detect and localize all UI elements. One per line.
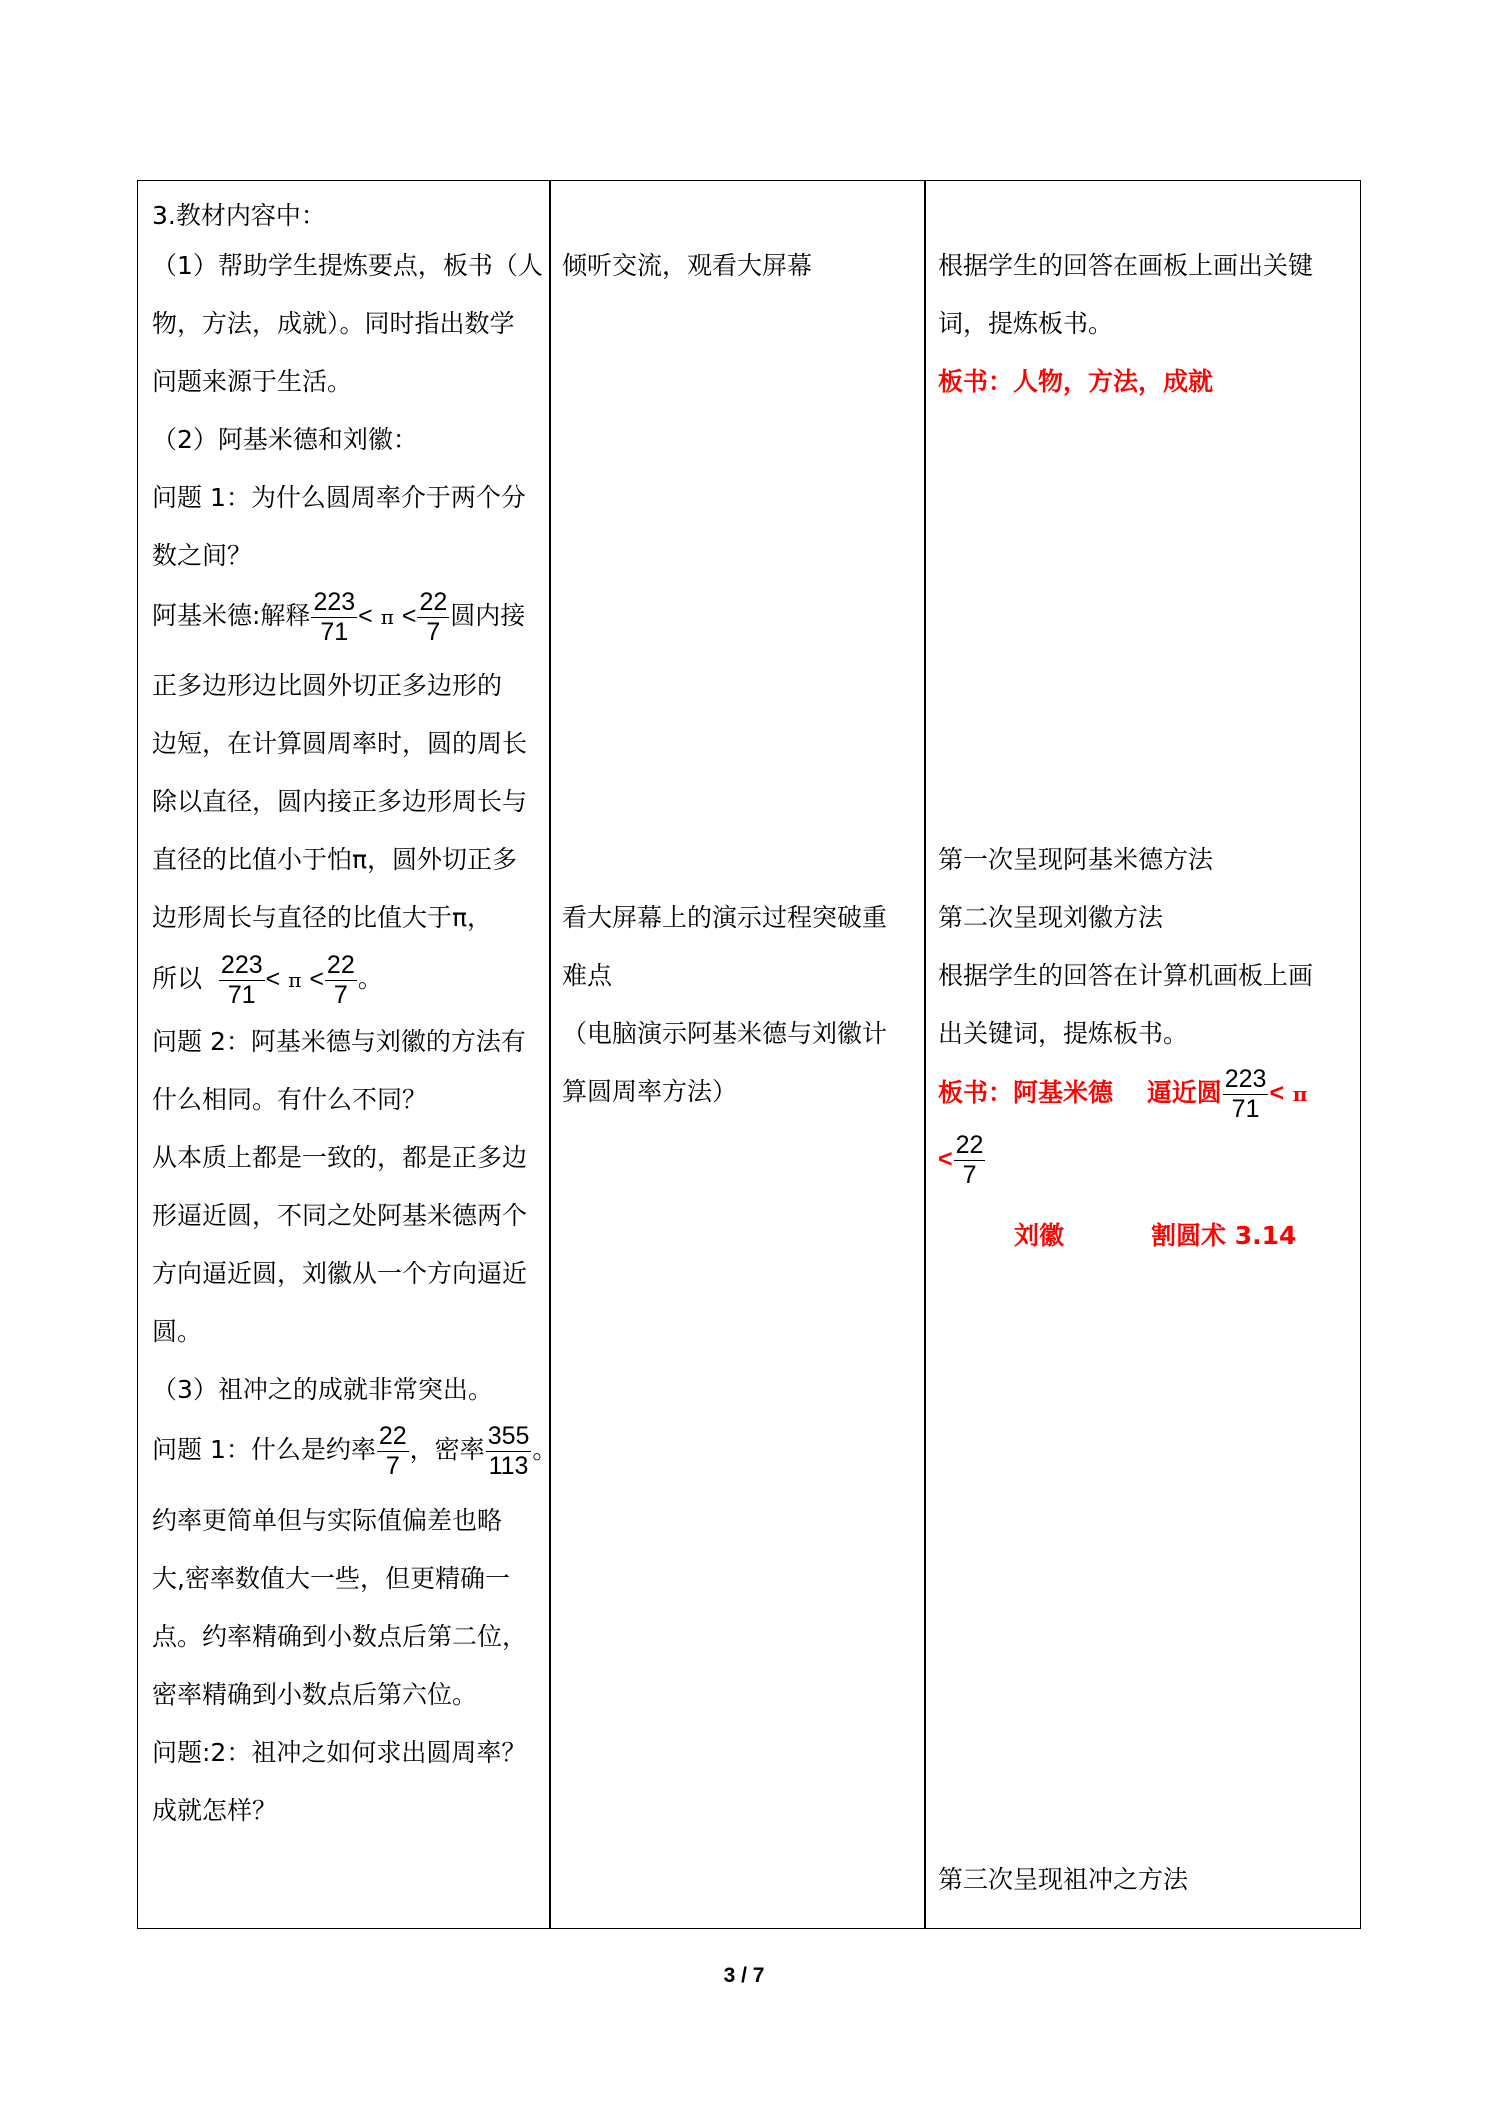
text-line: 出关键词，提炼板书。 xyxy=(938,1019,1189,1048)
text-line: 约率更简单但与实际值偏差也略 xyxy=(152,1506,503,1535)
fraction xyxy=(954,1131,986,1190)
less-than-sign: < xyxy=(358,602,373,630)
fraction-numerator: 355 xyxy=(487,1421,530,1450)
less-than-sign: < xyxy=(401,602,417,630)
fraction xyxy=(486,1422,532,1481)
text-line: 边短，在计算圆周率时，圆的周长 xyxy=(152,729,528,758)
text-line: 大,密率数值大一些，但更精确一 xyxy=(152,1564,510,1593)
text-line: 倾听交流，观看大屏幕 xyxy=(562,251,813,280)
text-segment: 板书：阿基米德 逼近圆 xyxy=(938,1078,1222,1107)
fraction-numerator: 22 xyxy=(955,1130,984,1159)
pi-symbol: π xyxy=(288,968,302,992)
text-line: （电脑演示阿基米德与刘徽计 xyxy=(562,1019,888,1048)
text-line: 从本质上都是一致的，都是正多边 xyxy=(152,1143,528,1172)
fraction-denominator: 71 xyxy=(1231,1094,1260,1123)
text-line: （2）阿基米德和刘徽： xyxy=(152,425,418,454)
fraction-denominator: 113 xyxy=(488,1451,529,1480)
fraction xyxy=(311,588,357,647)
text-line: 第一次呈现阿基米德方法 xyxy=(938,845,1214,874)
text-line: 什么相同。有什么不同？ xyxy=(152,1085,428,1114)
fraction xyxy=(325,951,357,1010)
text-line: 物，方法，成就）。同时指出数学 xyxy=(152,309,515,338)
text-segment: 问题 1：什么是约率 xyxy=(152,1435,376,1464)
fraction xyxy=(1223,1065,1269,1124)
pi-symbol: π xyxy=(380,605,394,629)
text-line: 成就怎样？ xyxy=(152,1796,278,1825)
fraction xyxy=(219,951,265,1010)
fraction-denominator: 7 xyxy=(962,1160,977,1189)
formula-line xyxy=(152,1420,557,1481)
fraction xyxy=(377,1422,409,1481)
text-line: 问题 2：阿基米德与刘徽的方法有 xyxy=(152,1027,526,1056)
formula-line xyxy=(152,949,383,1010)
fraction-denominator: 7 xyxy=(385,1451,400,1480)
text-line: 看大屏幕上的演示过程突破重 xyxy=(562,903,888,932)
text-segment: 。 xyxy=(357,964,383,993)
text-line: 第二次呈现刘徽方法 xyxy=(938,903,1164,932)
text-line: 方向逼近圆，刘徽从一个方向逼近 xyxy=(152,1259,528,1288)
fraction-denominator: 7 xyxy=(426,617,441,646)
text-segment: 所以 xyxy=(152,964,203,993)
text-segment: ，密率 xyxy=(409,1435,485,1464)
text-line: （3）祖冲之的成就非常突出。 xyxy=(152,1375,493,1404)
fraction-denominator: 71 xyxy=(320,617,349,646)
text-line: 根据学生的回答在计算机画板上画 xyxy=(938,961,1314,990)
text-line: 3.教材内容中： xyxy=(152,201,326,230)
less-than-sign: < xyxy=(265,965,281,993)
fraction-numerator: 223 xyxy=(313,587,356,616)
fraction-numerator: 223 xyxy=(1224,1064,1267,1093)
less-than-sign: < xyxy=(1269,1079,1285,1107)
text-line: 密率精确到小数点后第六位。 xyxy=(152,1680,478,1709)
text-line: 词，提炼板书。 xyxy=(938,309,1114,338)
text-line: 根据学生的回答在画板上画出关键 xyxy=(938,251,1314,280)
lesson-table xyxy=(137,180,1361,1929)
text-line: 问题 1：为什么圆周率介于两个分 xyxy=(152,483,526,512)
page-number: 3 / 7 xyxy=(723,1964,765,1987)
fraction-numerator: 22 xyxy=(419,587,448,616)
fraction-numerator: 22 xyxy=(378,1421,407,1450)
column-divider xyxy=(549,181,551,1928)
board-writing-note: 板书：人物，方法，成就 xyxy=(938,367,1214,396)
text-line: 第三次呈现祖冲之方法 xyxy=(938,1865,1189,1894)
fraction-denominator: 71 xyxy=(227,980,256,1009)
text-line: （1）帮助学生提炼要点，板书（人 xyxy=(152,251,543,280)
board-writing-formula xyxy=(938,1063,1307,1124)
text-segment: 圆内接 xyxy=(450,601,526,630)
text-line: 圆。 xyxy=(152,1317,203,1346)
formula-line xyxy=(152,586,525,647)
text-line: 点。约率精确到小数点后第二位， xyxy=(152,1622,528,1651)
text-line: 算圆周率方法） xyxy=(562,1077,738,1106)
text-line: 数之间？ xyxy=(152,541,253,570)
less-than-sign: < xyxy=(309,965,324,993)
text-line: 问题:2：祖冲之如何求出圆周率？ xyxy=(152,1738,527,1767)
text-line: 正多边形边比圆外切正多边形的 xyxy=(152,671,503,700)
text-segment: 。 xyxy=(532,1435,558,1464)
text-line: 问题来源于生活。 xyxy=(152,367,353,396)
text-line: 难点 xyxy=(562,961,613,990)
teaching-content-cell xyxy=(152,181,558,1928)
text-line: 直径的比值小于怕π，圆外切正多 xyxy=(152,845,518,874)
board-writing-note: 刘徽 xyxy=(1014,1221,1065,1250)
board-writing-formula xyxy=(938,1129,986,1190)
fraction xyxy=(417,588,449,647)
text-line: 边形周长与直径的比值大于π， xyxy=(152,903,493,932)
column-divider xyxy=(924,181,926,1928)
fraction-numerator: 22 xyxy=(326,950,355,979)
fraction-numerator: 223 xyxy=(220,950,263,979)
design-intent-cell xyxy=(938,181,1353,1928)
student-activity-cell xyxy=(562,181,917,1928)
board-writing-note: 割圆术 3.14 xyxy=(1151,1221,1297,1250)
less-than-sign: < xyxy=(938,1145,953,1173)
text-line: 除以直径，圆内接正多边形周长与 xyxy=(152,787,528,816)
text-segment: 阿基米德:解释 xyxy=(152,601,311,630)
fraction-denominator: 7 xyxy=(333,980,348,1009)
text-line: 形逼近圆，不同之处阿基米德两个 xyxy=(152,1201,528,1230)
pi-symbol: π xyxy=(1292,1082,1308,1106)
